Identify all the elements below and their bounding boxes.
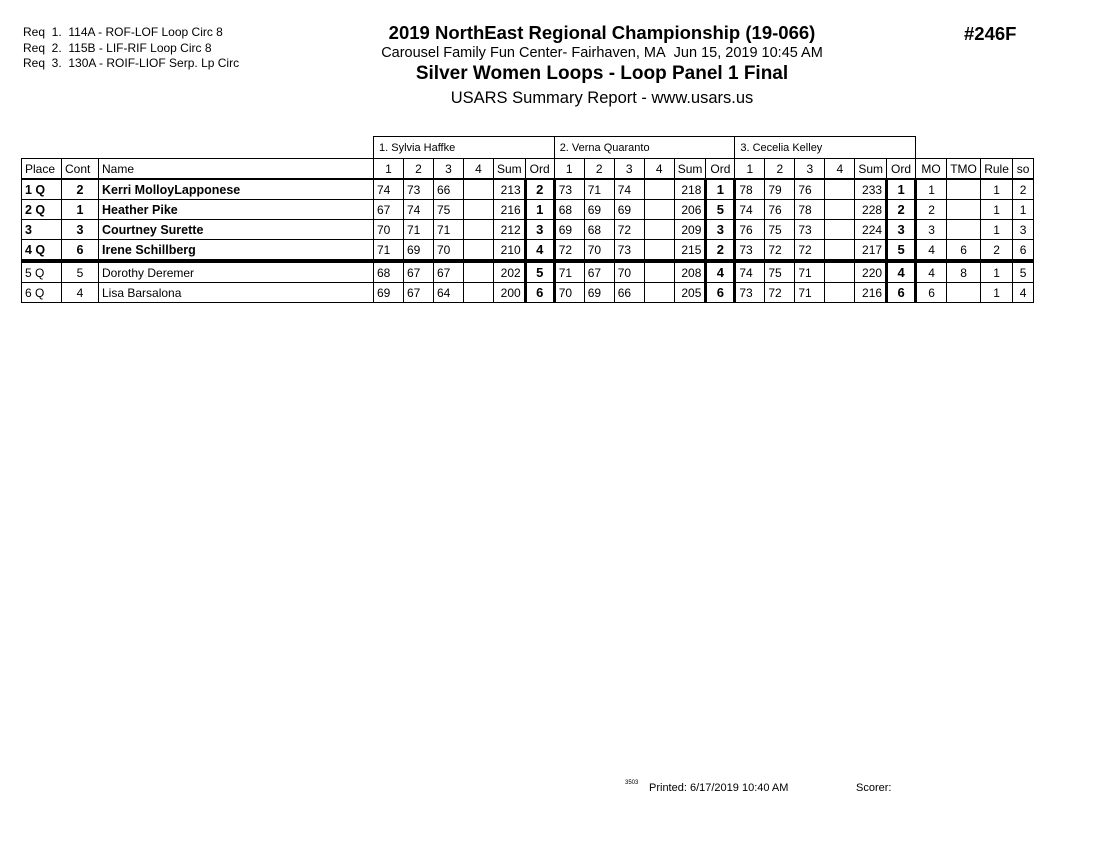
score-cell: 69 xyxy=(614,200,644,220)
score-cell: 67 xyxy=(404,261,434,283)
score-cell: 69 xyxy=(554,220,584,240)
so-cell: 2 xyxy=(1013,179,1034,200)
score-cell: 72 xyxy=(765,240,795,262)
col-j2-s2: 2 xyxy=(584,159,614,180)
score-cell: 70 xyxy=(374,220,404,240)
score-cell: 75 xyxy=(434,200,464,220)
col-tmo: TMO xyxy=(947,159,981,180)
table-row xyxy=(22,261,1034,283)
mo-cell: 1 xyxy=(916,179,947,200)
col-so: so xyxy=(1013,159,1034,180)
mo-cell: 3 xyxy=(916,220,947,240)
score-cell: 74 xyxy=(614,179,644,200)
score-cell: 68 xyxy=(554,200,584,220)
ordinal-cell: 3 xyxy=(706,220,735,240)
sum-cell: 210 xyxy=(494,240,526,262)
event-number: #246F xyxy=(964,23,1017,44)
place-cell: 3 xyxy=(22,220,62,240)
place-cell: 6 Q xyxy=(22,283,62,303)
cont-cell: 4 xyxy=(62,283,99,303)
col-j2-sum: Sum xyxy=(674,159,706,180)
scorer-label: Scorer: xyxy=(856,782,892,794)
name-cell: Kerri MolloyLapponese xyxy=(99,179,374,200)
so-cell: 1 xyxy=(1013,200,1034,220)
col-place: Place xyxy=(22,159,62,180)
ordinal-cell: 2 xyxy=(706,240,735,262)
score-cell: 73 xyxy=(795,220,825,240)
sum-cell: 218 xyxy=(674,179,706,200)
so-cell: 5 xyxy=(1013,261,1034,283)
tmo-cell xyxy=(947,179,981,200)
ordinal-cell: 1 xyxy=(887,179,916,200)
score-cell: 69 xyxy=(584,283,614,303)
score-cell xyxy=(464,283,494,303)
score-cell xyxy=(825,200,855,220)
sum-cell: 206 xyxy=(674,200,706,220)
score-cell: 73 xyxy=(735,283,765,303)
col-j3-sum: Sum xyxy=(855,159,887,180)
sum-cell: 233 xyxy=(855,179,887,200)
requirement-1: Req 1. 114A - ROF-LOF Loop Circ 8 xyxy=(23,25,223,39)
col-j3-s4: 4 xyxy=(825,159,855,180)
score-cell xyxy=(825,283,855,303)
ordinal-cell: 1 xyxy=(525,200,554,220)
col-j1-sum: Sum xyxy=(494,159,526,180)
place-cell: 2 Q xyxy=(22,200,62,220)
ordinal-cell: 5 xyxy=(887,240,916,262)
sum-cell: 200 xyxy=(494,283,526,303)
col-j2-s3: 3 xyxy=(614,159,644,180)
score-cell: 67 xyxy=(584,261,614,283)
so-cell: 6 xyxy=(1013,240,1034,262)
score-cell: 76 xyxy=(795,179,825,200)
col-j3-s2: 2 xyxy=(765,159,795,180)
ordinal-cell: 3 xyxy=(525,220,554,240)
results-table xyxy=(21,136,1034,303)
score-cell: 69 xyxy=(584,200,614,220)
tmo-cell: 8 xyxy=(947,261,981,283)
score-cell xyxy=(464,179,494,200)
score-cell: 69 xyxy=(404,240,434,262)
rule-cell: 1 xyxy=(981,261,1013,283)
score-cell: 70 xyxy=(434,240,464,262)
event-name: Silver Women Loops - Loop Panel 1 Final xyxy=(415,63,789,84)
col-j1-s3: 3 xyxy=(434,159,464,180)
judge-3-name: 3. Cecelia Kelley xyxy=(735,137,916,159)
column-header-row xyxy=(22,159,1034,180)
score-cell: 76 xyxy=(765,200,795,220)
place-cell: 4 Q xyxy=(22,240,62,262)
score-cell xyxy=(644,261,674,283)
event-title: 2019 NorthEast Regional Championship (19-066) xyxy=(388,22,816,43)
score-cell xyxy=(825,179,855,200)
score-cell: 71 xyxy=(584,179,614,200)
score-cell xyxy=(644,179,674,200)
ordinal-cell: 2 xyxy=(525,179,554,200)
name-cell: Irene Schillberg xyxy=(99,240,374,262)
col-j1-s4: 4 xyxy=(464,159,494,180)
score-cell xyxy=(464,261,494,283)
name-cell: Dorothy Deremer xyxy=(99,261,374,283)
mo-cell: 2 xyxy=(916,200,947,220)
sum-cell: 215 xyxy=(674,240,706,262)
ordinal-cell: 3 xyxy=(887,220,916,240)
score-cell xyxy=(644,220,674,240)
judge-1-name: 1. Sylvia Haffke xyxy=(374,137,555,159)
rule-cell: 1 xyxy=(981,179,1013,200)
tmo-cell: 6 xyxy=(947,240,981,262)
score-cell: 71 xyxy=(795,283,825,303)
col-j3-s1: 1 xyxy=(735,159,765,180)
requirements-list xyxy=(23,25,239,72)
score-cell xyxy=(644,240,674,262)
so-cell: 4 xyxy=(1013,283,1034,303)
score-cell: 72 xyxy=(554,240,584,262)
score-cell: 71 xyxy=(404,220,434,240)
so-cell: 3 xyxy=(1013,220,1034,240)
sum-cell: 224 xyxy=(855,220,887,240)
ordinal-cell: 1 xyxy=(706,179,735,200)
rule-cell: 1 xyxy=(981,283,1013,303)
score-cell: 74 xyxy=(735,200,765,220)
venue: Carousel Family Fun Center- Fairhaven, MA xyxy=(381,45,666,61)
sum-cell: 213 xyxy=(494,179,526,200)
name-cell: Courtney Surette xyxy=(99,220,374,240)
score-cell: 71 xyxy=(374,240,404,262)
ordinal-cell: 5 xyxy=(706,200,735,220)
printed-timestamp: Printed: 6/17/2019 10:40 AM xyxy=(649,782,789,794)
ordinal-cell: 2 xyxy=(887,200,916,220)
score-cell xyxy=(825,261,855,283)
score-cell: 74 xyxy=(735,261,765,283)
col-mo: MO xyxy=(916,159,947,180)
cont-cell: 3 xyxy=(62,220,99,240)
col-name: Name xyxy=(99,159,374,180)
col-j1-s1: 1 xyxy=(374,159,404,180)
score-cell: 75 xyxy=(765,220,795,240)
score-cell: 74 xyxy=(374,179,404,200)
score-cell: 79 xyxy=(765,179,795,200)
mo-cell: 4 xyxy=(916,261,947,283)
score-cell: 70 xyxy=(554,283,584,303)
tmo-cell xyxy=(947,283,981,303)
score-cell: 74 xyxy=(404,200,434,220)
cont-cell: 6 xyxy=(62,240,99,262)
score-cell: 70 xyxy=(584,240,614,262)
table-row xyxy=(22,283,1034,303)
score-cell xyxy=(825,240,855,262)
col-j3-s3: 3 xyxy=(795,159,825,180)
ordinal-cell: 4 xyxy=(887,261,916,283)
col-rule: Rule xyxy=(981,159,1013,180)
sum-cell: 217 xyxy=(855,240,887,262)
score-cell: 70 xyxy=(614,261,644,283)
score-cell: 73 xyxy=(404,179,434,200)
score-cell: 73 xyxy=(554,179,584,200)
table-row xyxy=(22,200,1034,220)
score-cell: 64 xyxy=(434,283,464,303)
mo-cell: 4 xyxy=(916,240,947,262)
rule-cell: 1 xyxy=(981,200,1013,220)
score-cell: 71 xyxy=(795,261,825,283)
rule-cell: 1 xyxy=(981,220,1013,240)
name-cell: Heather Pike xyxy=(99,200,374,220)
col-j1-ord: Ord xyxy=(525,159,554,180)
venue-line xyxy=(222,45,982,61)
sum-cell: 205 xyxy=(674,283,706,303)
table-row xyxy=(22,179,1034,200)
tmo-cell xyxy=(947,200,981,220)
score-cell: 69 xyxy=(374,283,404,303)
col-j2-s4: 4 xyxy=(644,159,674,180)
score-cell: 73 xyxy=(735,240,765,262)
ordinal-cell: 6 xyxy=(706,283,735,303)
score-cell: 68 xyxy=(584,220,614,240)
sum-cell: 216 xyxy=(855,283,887,303)
score-cell xyxy=(644,283,674,303)
col-j3-ord: Ord xyxy=(887,159,916,180)
requirement-3: Req 3. 130A - ROIF-LIOF Serp. Lp Circ xyxy=(23,56,240,70)
ordinal-cell: 5 xyxy=(525,261,554,283)
score-cell: 73 xyxy=(614,240,644,262)
report-title: USARS Summary Report - www.usars.us xyxy=(450,89,754,107)
sum-cell: 228 xyxy=(855,200,887,220)
ordinal-cell: 6 xyxy=(525,283,554,303)
col-j2-s1: 1 xyxy=(554,159,584,180)
col-cont: Cont xyxy=(62,159,99,180)
table-row xyxy=(22,240,1034,262)
score-cell xyxy=(644,200,674,220)
cont-cell: 5 xyxy=(62,261,99,283)
sum-cell: 212 xyxy=(494,220,526,240)
tmo-cell xyxy=(947,220,981,240)
judge-header-row xyxy=(22,137,1034,159)
score-cell xyxy=(464,200,494,220)
score-cell: 66 xyxy=(614,283,644,303)
requirement-2: Req 2. 115B - LIF-RIF Loop Circ 8 xyxy=(23,40,212,55)
date-time: Jun 15, 2019 10:45 AM xyxy=(673,45,823,61)
score-cell: 67 xyxy=(434,261,464,283)
score-cell xyxy=(825,220,855,240)
score-cell: 66 xyxy=(434,179,464,200)
sum-cell: 216 xyxy=(494,200,526,220)
score-cell: 72 xyxy=(795,240,825,262)
mo-cell: 6 xyxy=(916,283,947,303)
judge-2-name: 2. Verna Quaranto xyxy=(554,137,735,159)
score-cell xyxy=(464,220,494,240)
footer-code: 3503 xyxy=(625,780,639,786)
name-cell: Lisa Barsalona xyxy=(99,283,374,303)
col-j1-s2: 2 xyxy=(404,159,434,180)
score-cell: 68 xyxy=(374,261,404,283)
sum-cell: 208 xyxy=(674,261,706,283)
score-cell: 72 xyxy=(614,220,644,240)
score-cell: 67 xyxy=(404,283,434,303)
ordinal-cell: 6 xyxy=(887,283,916,303)
score-cell: 71 xyxy=(554,261,584,283)
cont-cell: 1 xyxy=(62,200,99,220)
sum-cell: 202 xyxy=(494,261,526,283)
score-cell: 72 xyxy=(765,283,795,303)
score-cell: 78 xyxy=(735,179,765,200)
sum-cell: 220 xyxy=(855,261,887,283)
place-cell: 1 Q xyxy=(22,179,62,200)
score-cell: 67 xyxy=(374,200,404,220)
score-cell xyxy=(464,240,494,262)
score-cell: 75 xyxy=(765,261,795,283)
table-row xyxy=(22,220,1034,240)
ordinal-cell: 4 xyxy=(525,240,554,262)
score-cell: 76 xyxy=(735,220,765,240)
score-cell: 78 xyxy=(795,200,825,220)
rule-cell: 2 xyxy=(981,240,1013,262)
cont-cell: 2 xyxy=(62,179,99,200)
ordinal-cell: 4 xyxy=(706,261,735,283)
score-cell: 71 xyxy=(434,220,464,240)
place-cell: 5 Q xyxy=(22,261,62,283)
sum-cell: 209 xyxy=(674,220,706,240)
col-j2-ord: Ord xyxy=(706,159,735,180)
